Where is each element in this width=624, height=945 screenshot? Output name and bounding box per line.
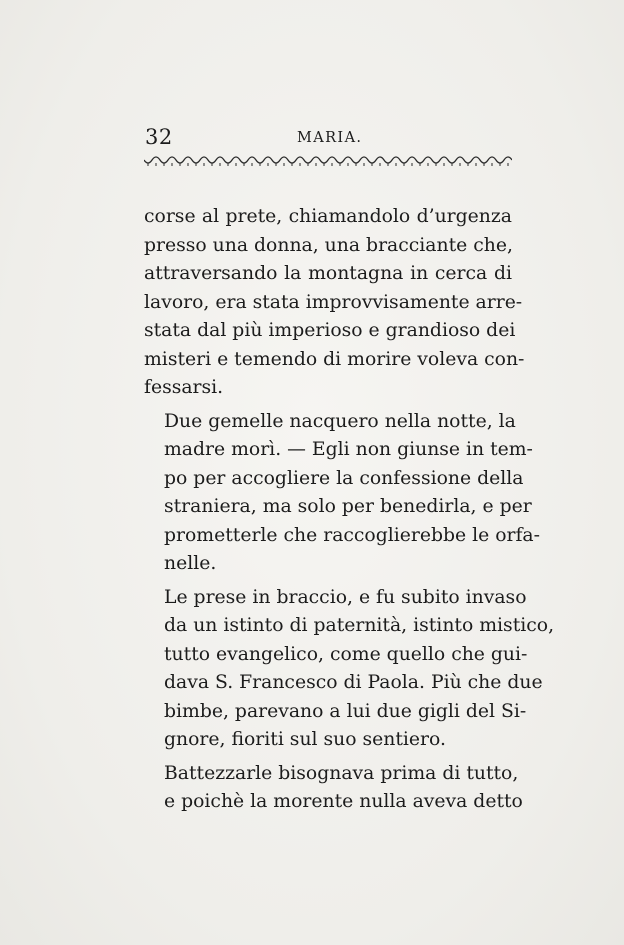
paragraph <box>144 203 525 403</box>
text-line: prometterle che raccoglierebbe le orfa- <box>164 524 540 546</box>
text-line: corse al prete, chiamandolo d’urgenza <box>144 206 512 227</box>
text-line: gnore, fioriti sul suo sentiero. <box>164 729 446 750</box>
text-line: Battezzarle bisognava prima di tutto, <box>164 762 519 784</box>
page-number: 32 <box>145 125 173 149</box>
text-line: attraversando la montagna in cerca di <box>144 263 512 284</box>
text-line: da un istinto di paternità, istinto mistico, <box>164 615 555 636</box>
text-line: po per accogliere la confessione della <box>164 467 524 489</box>
body-text <box>144 203 555 822</box>
text-line: madre morì. — Egli non giunse in tem- <box>164 439 533 460</box>
text-line: presso una donna, una bracciante che, <box>144 234 513 256</box>
text-line: misteri e temendo di morire voleva con- <box>144 348 525 370</box>
text-line: stata dal più imperioso e grandioso dei <box>144 320 516 341</box>
ornamental-rule-icon <box>144 156 512 168</box>
text-line: lavoro, era stata improvvisamente arre- <box>144 291 523 313</box>
text-line: nelle. <box>164 553 217 574</box>
text-line: tutto evangelico, come quello che gui- <box>164 643 528 665</box>
text-line: Le prese in braccio, e fu subito invaso <box>164 586 527 608</box>
paragraph <box>144 584 555 755</box>
page-header <box>145 124 511 150</box>
text-line: fessarsi. <box>144 377 224 398</box>
paragraph <box>144 760 523 817</box>
text-line: Due gemelle nacquero nella notte, la <box>164 410 516 432</box>
text-line: dava S. Francesco di Paola. Più che due <box>164 672 543 693</box>
text-line: bimbe, parevano a lui due gigli del Si- <box>164 700 527 722</box>
text-line: straniera, ma solo per benedirla, e per <box>164 496 532 517</box>
text-line: e poichè la morente nulla aveva detto <box>164 791 523 812</box>
paragraph <box>144 408 540 579</box>
running-title: MARIA. <box>297 130 363 146</box>
